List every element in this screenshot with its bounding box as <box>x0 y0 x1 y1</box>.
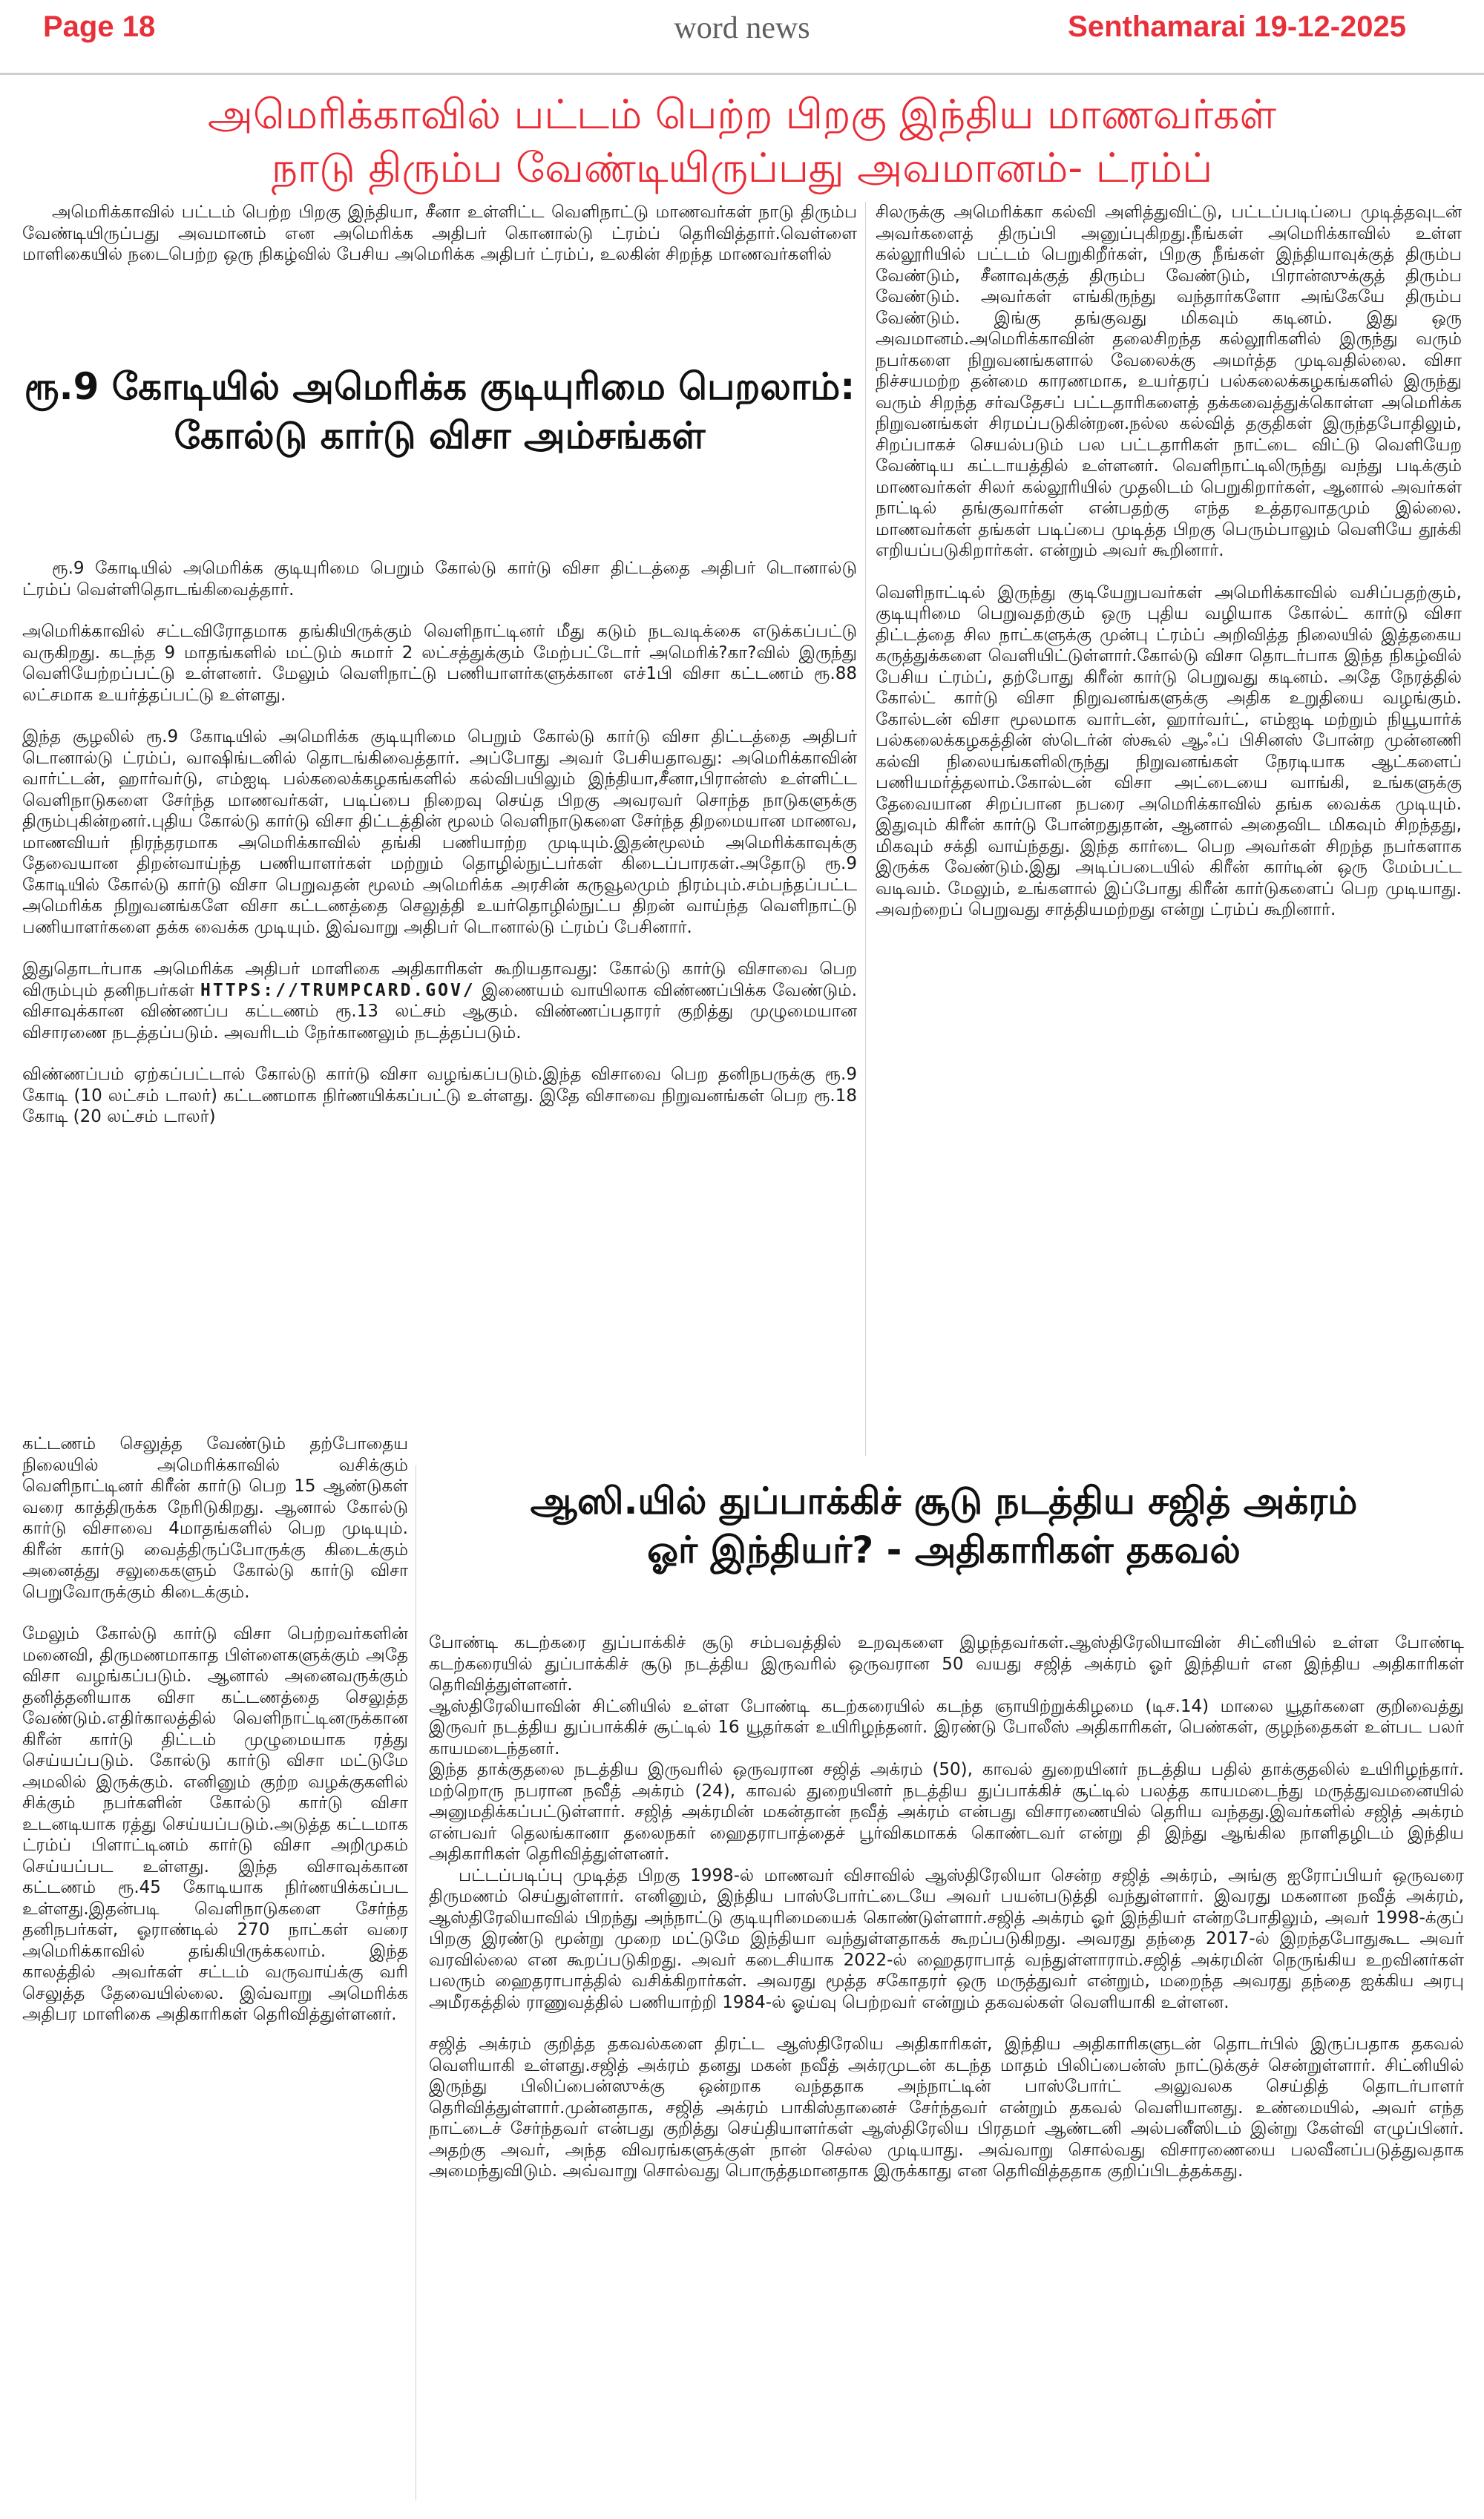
column-divider <box>865 202 866 1456</box>
story2-body-upper <box>22 558 857 1128</box>
trumpcard-url-link[interactable]: HTTPS://TRUMPCARD.GOV/ <box>200 980 476 1000</box>
main-headline-line2: நாடு திரும்ப வேண்டியிருப்பது அவமானம்- ட்ரம்ப் <box>271 144 1213 191</box>
story1-paragraph-2: சிலருக்கு அமெரிக்கா கல்வி அளித்துவிட்டு, பட்டப்படிப்பை முடித்தவுடன் அவர்களைத் திருப்பி அனுப்புகிறது.நீங்கள் அமெரிக்காவில் உள்ள கல்லூரியில் பட்டம் பெறுகிறீர்கள், பிறகு நீங்கள் இந்தியாவுக்குத் திரும்ப வேண்டும், சீனாவுக்குத் திரும்ப வேண்டும், பிரான்ஸுக்குத் திரும்ப வேண்டும். அவர்கள் எங்கிருந்து வந்தார்களோ அங்கேயே திரும்ப வேண்டும். இங்கு தங்குவது மிகவும் கடினம். இது ஒரு அவமானம்.அமெரிக்காவின் தலைசிறந்த கல்லூரிகளில் இருந்து வரும் நபர்களை நிறுவனங்களால் வேலைக்கு அமர்த்த முடிவதில்லை. விசா நிச்சயமற்ற தன்மை காரணமாக, உயர்தரப் பல்கலைக்கழகங்களில் இருந்து வரும் சிறந்த சர்வதேசப் பட்டதாரிகளைத் தக்கவைத்துக்கொள்ள அமெரிக்க நிறுவனங்கள் சிரமப்படுகின்றன.நல்ல கல்வித் தகுதிகள் இருந்தபோதிலும், சிறப்பாகச் செயல்படும் பல பட்டதாரிகள் நாட்டை விட்டு வெளியேற வேண்டிய கட்டாயத்தில் உள்ளனர். வெளிநாட்டிலிருந்து வந்து படிக்கும் மாணவர்கள் சிலர் கல்லூரியில் முதலிடம் பெறுகிறார்கள், ஆனால் அவர்கள் நாட்டில் தங்குவார்கள் என்பதற்கு எந்த உத்தரவாதமும் இல்லை. மாணவர்கள் தங்கள் படிப்பை முடித்த பிறகு பெரும்பாலும் வெளியே தூக்கி எறியப்படுகிறார்கள். என்றும் அவர் கூறினார். <box>876 203 1462 560</box>
story1-continuation <box>876 202 1462 921</box>
story2-paragraph-7: மேலும் கோல்டு கார்டு விசா பெற்றவர்களின் மனைவி, திருமணமாகாத பிள்ளைகளுக்கும் அதே விசா வழங்கப்படும். ஆனால் அனைவருக்கும் தனித்தனியாக விசா கட்டணத்தை செலுத்த வேண்டும்.எதிர்காலத்தில் வெளிநாட்டினருக்கான கிரீன் கார்டு திட்டம் முழுமையாக ரத்து செய்யப்படும். கோல்டு கார்டு விசா மட்டுமே அமலில் இருக்கும். எனினும் குற்ற வழக்குகளில் சிக்கும் நபர்களின் கோல்டு கார்டு விசா உடனடியாக ரத்து செய்யப்படும்.அடுத்த கட்டமாக ட்ரம்ப் பிளாட்டினம் கார்டு விசா அறிமுகம் செய்யப்பட உள்ளது. இந்த விசாவுக்கான கட்டணம் ரூ.45 கோடியாக நிர்ணயிக்கப்பட உள்ளது.இதன்படி வெளிநாடுகளை சேர்ந்த தனிநபர்கள், ஓராண்டில் 270 நாட்கள் வரை அமெரிக்காவில் தங்கியிருக்கலாம். இந்த காலத்தில் அவர்கள் சட்டம் வருவாய்க்கு வரி செலுத்த தேவையில்லை. இவ்வாறு அமெரிக்க அதிபர மாளிகை அதிகாரிகள் தெரிவித்துள்ளனர். <box>22 1624 408 2024</box>
story1-intro <box>22 202 857 286</box>
story3-title-line1: ஆஸி.யில் துப்பாக்கிச் சூடு நடத்திய சஜித் அக்ரம் <box>530 1479 1358 1523</box>
story2-paragraph-3: இந்த சூழலில் ரூ.9 கோடியில் அமெரிக்க குடியுரிமை பெறும் கோல்டு கார்டு விசா திட்டத்தை அதிபர் டொனால்டு ட்ரம்ப், வாஷிங்டனில் தொடங்கிவைத்தார். அப்போது அவர் பேசியதாவது: அமெரிக்காவின் வார்ட்டன், ஹார்வர்டு, எம்ஐடி பல்கலைக்கழகங்களில் கல்விபயிலும் இந்தியா,சீனா,பிரான்ஸ் உள்ளிட்ட வெளிநாடுகளை சேர்ந்த மாணவர்கள், படிப்பை நிறைவு செய்த பிறகு அவரவர் சொந்த நாடுகளுக்கு திரும்புகின்றனர்.புதிய கோல்டு கார்டு விசா திட்டத்தின் மூலம் வெளிநாடுகளை சேர்ந்த திறமையான மாணவ, மாணவியர் நிரந்தரமாக அமெரிக்காவில் தங்கி பணியாற்ற முடியும்.இதன்மூலம் அமெரிக்காவுக்கு தேவையான திறன்வாய்ந்த பணியாளர்கள் மற்றும் தொழில்நுட்பர்கள் கிடைப்பாரகள்.அதோடு ரூ.9 கோடியில் கோல்டு கார்டு விசா பெறுவதன் மூலம் அமெரிக்க அரசின் கருவூலமும் நிரம்பும்.சம்பந்தப்பட்ட அமெரிக்க நிறுவனங்களே விசா கட்டணத்தை செலுத்தி உயர்தொழில்நுட்ப திறன் வாய்ந்த வெளிநாட்டு பணியாளர்களை தக்க வைக்க முடியும். இவ்வாறு அதிபர் டொனால்டு ட்ரம்ப் பேசினார். <box>22 727 857 937</box>
story1-paragraph-3: வெளிநாட்டில் இருந்து குடியேறுபவர்கள் அமெரிக்காவில் வசிப்பதற்கும், குடியுரிமை பெறுவதற்கும் ஒரு புதிய வழியாக கோல்ட் கார்டு விசா திட்டத்தை சில நாட்களுக்கு முன்பு ட்ரம்ப் அறிவித்த நிலையில் இத்தகைய கருத்துக்களை வெளியிட்டுள்ளார்.கோல்டு விசா தொடர்பாக இந்த நிகழ்வில் பேசிய ட்ரம்ப், தற்போது கிரீன் கார்டு பெறுவது கடினம். அதே நேரத்தில் கோல்ட் கார்டு விசா நிறுவனங்களுக்கு அதிக உறுதியை வழங்கும். கோல்டன் விசா மூலமாக வார்டன், ஹார்வர்ட், எம்ஐடி மற்றும் நியூயார்க் பல்கலைக்கழகத்தின் ஸ்டெர்ன் ஸ்கூல் ஆஃப் பிசினஸ் போன்ற முன்னணி கல்வி நிலையங்களிலிருந்து நிறுவனங்கள் நேரடியாக ஆட்களைப் பணியமர்த்தலாம்.கோல்டன் விசா அட்டையை வாங்கி, உங்களுக்கு தேவையான சிறப்பான நபரை அமெரிக்காவில் தங்க வைக்க முடியும். இதுவும் கிரீன் கார்டு போன்றதுதான், ஆனால் அதைவிட மிகவும் சிறந்தது, மிகவும் சக்தி வாய்ந்தது. இந்த கார்டை பெற அவர்கள் சிறந்த நபர்களாக இருக்க வேண்டும்.இது அடிப்படையில் கிரீன் கார்டின் ஒரு மேம்பட்ட வடிவம். மேலும், உங்களால் இப்போது கிரீன் கார்டுகளைப் பெற முடியாது. அவற்றைப் பெறுவது சாத்தியமற்றது என்று ட்ரம்ப் கூறினார். <box>876 582 1462 919</box>
story3-paragraph-3: இந்த தாக்குதலை நடத்திய இருவரில் ஒருவரான சஜித் அக்ரம் (50), காவல் துறையினர் நடத்திய பதில் தாக்குதலில் உயிரிழந்தார். மற்றொரு நபரான நவீத் அக்ரம் (24), காவல் துறையினர் நடத்திய துப்பாக்கிச் சூட்டில் பலத்த காயமடைந்து மருத்துவமனையில் அனுமதிக்கப்பட்டுள்ளார். சஜித் அக்ரமின் மகன்தான் நவீத் அக்ரம் என்பது விசாரணையில் தெரிய வந்தது.இவர்களில் சஜித் அக்ரம் என்பவர் தெலங்கானா தலைநகர் ஹைதராபாத்தைச் பூர்விகமாகக் கொண்டவர் என்று தி இந்து ஆங்கில நாளிதழிடம் இந்திய அதிகாரிகள் தெரிவித்துள்ளனர். <box>429 1760 1464 1864</box>
story2-paragraph-4b: இணையம் வாயிலாக விண்ணப்பிக்க வேண்டும். விசாவுக்கான விண்ணப்ப கட்டணம் ரூ.13 லட்சம் ஆகும். விண்ணப்பதாரர் குறித்து முழுமையான விசாரணை நடத்தப்படும். அவரிடம் நேர்காணலும் நடத்தப்படும். <box>22 980 858 1042</box>
main-headline-line1: அமெரிக்காவில் பட்டம் பெற்ற பிறகு இந்திய மாணவர்கள் <box>207 91 1277 138</box>
story3-paragraph-2: ஆஸ்திரேலியாவின் சிட்னியில் உள்ள போண்டி கடற்கரையில் கடந்த ஞாயிற்றுக்கிழமை (டிச.14) மாலை யூதர்களை குறிவைத்து இருவர் நடத்திய துப்பாக்கிச் சூட்டில் 16 யூதர்கள் உயிரிழந்தனர். இரண்டு போலீஸ் அதிகாரிகள், பெண்கள், குழந்தைகள் உள்பட பலர் காயமடைந்தனர். <box>429 1696 1464 1758</box>
story3-paragraph-5: சஜித் அக்ரம் குறித்த தகவல்களை திரட்ட ஆஸ்திரேலிய அதிகாரிகள், இந்திய அதிகாரிகளுடன் தொடர்பில் இருப்பதாக தகவல் வெளியாகி உள்ளது.சஜித் அக்ரம் தனது மகன் நவீத் அக்ரமுடன் கடந்த மாதம் பிலிப்பைன்ஸ் நாட்டுக்குச் சென்றுள்ளார். சிட்னியில் இருந்து பிலிப்பைன்ஸுக்கு ஒன்றாக வந்ததாக அந்நாட்டின் பாஸ்போர்ட் அலுவலக செய்தித் தொடர்பாளர் தெரிவித்துள்ளார்.முன்னதாக, சஜித் அக்ரம் பாகிஸ்தானைச் சேர்ந்தவர் என்றும் தகவல் வெளியானது. உண்மையில், அவர் எந்த நாட்டைச் சேர்ந்தவர் என்பது குறித்து செய்தியாளர்கள் ஆஸ்திரேலிய பிரதமர் ஆண்டனி அல்பனீஸிடம் இன்று கேள்வி எழுப்பினர். அதற்கு அவர், அந்த விவரங்களுக்குள் நான் செல்ல முடியாது. அவ்வாறு சொல்வது விசாரணையை பலவீனப்படுத்துவதாக அமைந்துவிடும். அவ்வாறு சொல்வது பொருத்தமானதாக இருக்காது என தெரிவித்ததாக குறிப்பிடத்தக்கது. <box>429 2034 1464 2181</box>
edition-date: Senthamarai 19-12-2025 <box>1068 10 1406 43</box>
story1-intro-paragraph: அமெரிக்காவில் பட்டம் பெற்ற பிறகு இந்தியா, சீனா உள்ளிட்ட வெளிநாட்டு மாணவர்கள் நாடு திரும்ப வேண்டியிருப்பது அவமானம் என அமெரிக்க அதிபர் கொனால்டு ட்ரம்ப் தெரிவித்தார்.வெள்ளை மாளிகையில் நடைபெற்ற ஒரு நிகழ்வில் பேசிய அமெரிக்க அதிபர் ட்ரம்ப், உலகின் சிறந்த மாணவர்களில் <box>22 203 857 264</box>
story2-body-lower <box>22 1433 408 2026</box>
story2-paragraph-1: ரூ.9 கோடியில் அமெரிக்க குடியுரிமை பெறும் கோல்டு கார்டு விசா திட்டத்தை அதிபர் டொனால்டு ட்ரம்ப் வெள்ளிதொடங்கிவைத்தார். <box>22 559 857 600</box>
story2-title-line2: கோல்டு கார்டு விசா அம்சங்கள் <box>174 414 706 457</box>
main-headline <box>45 88 1439 194</box>
story2-title <box>22 362 857 460</box>
story2-paragraph-4a: இதுதொடர்பாக அமெரிக்க அதிபர் மாளிகை அதிகாரிகள் கூறியதாவது: கோல்டு கார்டு விசாவை பெற விரும்பும் தனிநபர்கள் <box>22 959 857 1000</box>
publication-name: word news <box>674 11 810 45</box>
story2-paragraph-5: விண்ணப்பம் ஏற்கப்பட்டால் கோல்டு கார்டு விசா வழங்கப்படும்.இந்த விசாவை பெற தனிநபருக்கு ரூ.9 கோடி (10 லட்சம் டாலர்) கட்டணமாக நிர்ணயிக்கப்பட்டு உள்ளது. இதே விசாவை நிறுவனங்கள் பெற ரூ.18 கோடி (20 லட்சம் டாலர்) <box>22 1065 857 1126</box>
story2-paragraph-6: கட்டணம் செலுத்த வேண்டும் தற்போதைய நிலையில் அமெரிக்காவில் வசிக்கும் வெளிநாட்டினர் கிரீன் கார்டு பெற 15 ஆண்டுகள் வரை காத்திருக்க நேரிடுகிறது. ஆனால் கோல்டு கார்டு விசாவை 4மாதங்களில் பெற முடியும். கிரீன் கார்டு வைத்திருப்போருக்கு கிடைக்கும் அனைத்து சலுகைகளும் கோல்டு கார்டு விசா பெறுவோருக்கும் கிடைக்கும். <box>22 1434 408 1602</box>
story3-body <box>429 1632 1464 2182</box>
story2-paragraph-2: அமெரிக்காவில் சட்டவிரோதமாக தங்கியிருக்கும் வெளிநாட்டினர் மீது கடும் நடவடிக்கை எடுக்கப்பட்டு வருகிறது. கடந்த 9 மாதங்களில் மட்டும் சுமார் 2 லட்சத்துக்கும் மேற்பட்டோர் அமெரிக்?கா?வில் இருந்து வெளியேற்றப்பட்டு உள்ளனர். மேலும் வெளிநாட்டு பணியாளர்களுக்கான எச்1பி விசா கட்டணம் ரூ.88 லட்சமாக உயர்த்தப்பட்டு உள்ளது. <box>22 622 857 705</box>
page-header <box>0 0 1484 75</box>
story2-title-line1: ரூ.9 கோடியில் அமெரிக்க குடியுரிமை பெறலாம்: <box>24 365 856 408</box>
story3-paragraph-1: போண்டி கடற்கரை துப்பாக்கிச் சூடு சம்பவத்தில் உறவுகளை இழந்தவர்கள்.ஆஸ்திரேலியாவின் சிட்னியில் உள்ள போண்டி கடற்கரையில் துப்பாக்கிச் சூடு நடத்திய இருவரில் ஒருவரான 50 வயது சஜித் அக்ரம் ஓர் இந்தியர் என இந்திய அதிகாரிகள் தெரிவித்துள்ளனர். <box>429 1633 1464 1695</box>
page-number: Page 18 <box>43 10 156 43</box>
story3-title-line2: ஓர் இந்தியர்? - அதிகாரிகள் தகவல் <box>647 1528 1241 1571</box>
story2-paragraph-4 <box>22 959 857 1043</box>
story3-title <box>424 1477 1463 1574</box>
story3-paragraph-4: பட்டப்படிப்பு முடித்த பிறகு 1998-ல் மாணவர் விசாவில் ஆஸ்திரேலியா சென்ற சஜித் அக்ரம், அங்கு ஐரோப்பியர் ஒருவரை திருமணம் செய்துள்ளார். எனினும், இந்திய பாஸ்போர்ட்டையே அவர் பயன்படுத்தி வந்துள்ளார். இவரது மகனான நவீத் அக்ரம், ஆஸ்திரேலியாவில் பிறந்து அந்நாட்டு குடியுரிமையைக் கொண்டுள்ளார்.சஜித் அக்ரம் ஓர் இந்தியர் என்றபோதிலும், அவர் 1998-க்குப் பிறகு இரண்டு மூன்று முறை மட்டுமே இந்தியா வந்துள்ளதாகக் கூறப்படுகிறது. அவரது தந்தை 2017-ல் இறந்தபோதுகூட அவர் வரவில்லை என கூறப்படுகிறது. அவர் கடைசியாக 2022-ல் ஹைதராபாத் வந்துள்ளாராம்.சஜித் அக்ரமின் நெருங்கிய உறவினர்கள் பலரும் ஹைதராபாத்தில் வசிக்கிறார்கள். அவரது மூத்த சகோதரர் ஒரு மருத்துவர் என்றும், மறைந்த அவரது தந்தை ஐக்கிய அரபு அமீரகத்தில் ராணுவத்தில் பணியாற்றி 1984-ல் ஓய்வு பெற்றவர் என்றும் தகவல்கள் வெளியாகி உள்ளன. <box>429 1865 1464 2012</box>
